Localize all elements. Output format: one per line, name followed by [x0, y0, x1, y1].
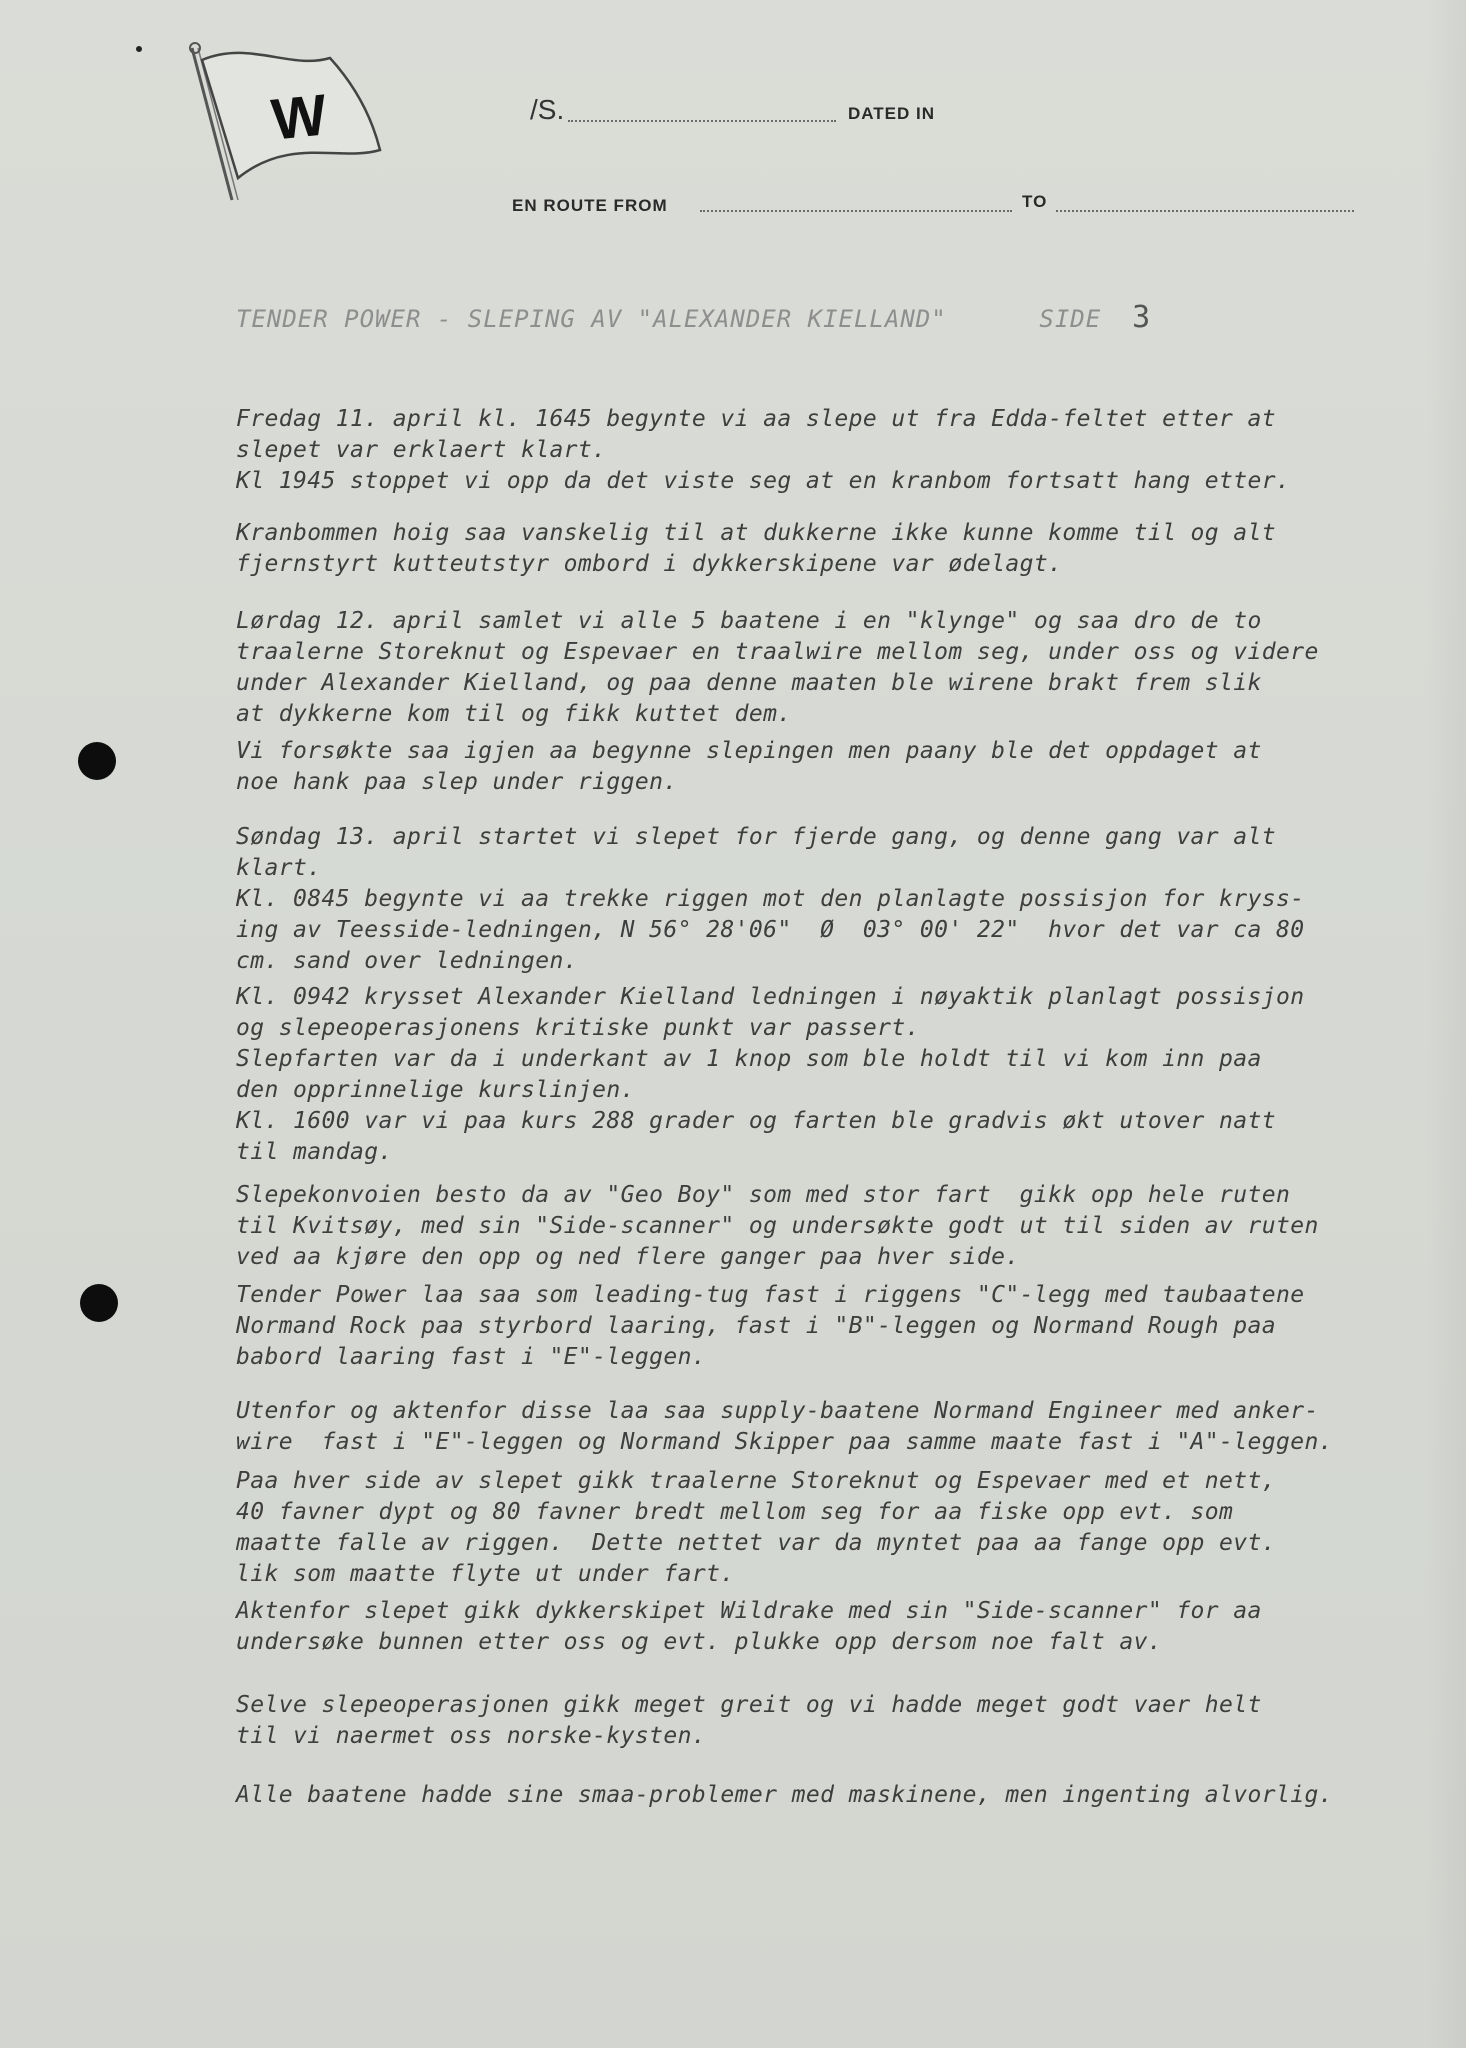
ink-dot — [136, 46, 142, 52]
text-line: under Alexander Kielland, og paa denne maaten ble wirene brakt frem slik — [236, 670, 1262, 696]
text-line: ved aa kjøre den opp og ned flere ganger paa hver side. — [236, 1244, 1020, 1270]
text-line: ing av Teesside-ledningen, N 56° 28'06" Ø 03° 00' 22" hvor det var ca 80 — [236, 917, 1305, 943]
shipping-flag-logo-icon — [180, 40, 400, 210]
text-line: Fredag 11. april kl. 1645 begynte vi aa slepe ut fra Edda-feltet etter at — [236, 406, 1277, 432]
ship-prefix: /S. — [530, 94, 565, 125]
text-line: til Kvitsøy, med sin "Side-scanner" og undersøkte godt ut til siden av ruten — [236, 1213, 1319, 1239]
text-line: Slepekonvoien besto da av "Geo Boy" som med stor fart gikk opp hele ruten — [236, 1182, 1291, 1208]
en-route-line — [700, 210, 1012, 212]
text-line: Søndag 13. april startet vi slepet for fjerde gang, og denne gang var alt — [236, 824, 1277, 850]
text-line: wire fast i "E"-leggen og Normand Skipper paa samme maate fast i "A"-leggen. — [236, 1429, 1334, 1455]
text-line: Kl. 0942 krysset Alexander Kielland ledningen i nøyaktik planlagt possisjon — [236, 984, 1305, 1010]
title-text: TENDER POWER - SLEPING AV "ALEXANDER KIELLAND" — [236, 305, 947, 333]
text-line: noe hank paa slep under riggen. — [236, 769, 678, 795]
text-line: Kl. 1600 var vi paa kurs 288 grader og farten ble gradvis økt utover natt — [236, 1108, 1277, 1134]
en-route-label: EN ROUTE FROM — [512, 196, 668, 215]
text-line: 40 favner dypt og 80 favner bredt mellom seg for aa fiske opp evt. som — [236, 1499, 1234, 1525]
paragraph — [236, 1396, 1436, 1458]
dated-in-label: DATED IN — [848, 104, 936, 123]
ship-name-line — [568, 120, 836, 122]
paragraph — [236, 606, 1436, 730]
punch-hole-bottom — [80, 1284, 118, 1322]
to-line — [1056, 210, 1354, 212]
text-line: undersøke bunnen etter oss og evt. plukke opp dersom noe falt av. — [236, 1629, 1163, 1655]
logo-letter: W — [268, 82, 330, 153]
paragraph — [236, 1466, 1436, 1590]
paragraph — [236, 1596, 1436, 1658]
paragraph — [236, 822, 1436, 977]
paragraph — [236, 1780, 1436, 1811]
text-line: Kl. 0845 begynte vi aa trekke riggen mot den planlagte possisjon for kryss- — [236, 886, 1305, 912]
text-line: Paa hver side av slepet gikk traalerne Storeknut og Espevaer med et nett, — [236, 1468, 1277, 1494]
page-title — [236, 300, 1236, 335]
to-label: TO — [1022, 192, 1048, 211]
text-line: Selve slepeoperasjonen gikk meget greit og vi hadde meget godt vaer helt — [236, 1692, 1262, 1718]
text-line: og slepeoperasjonens kritiske punkt var passert. — [236, 1015, 920, 1041]
text-line: Alle baatene hadde sine smaa-problemer med maskinene, men ingenting alvorlig. — [236, 1782, 1334, 1808]
text-line: slepet var erklaert klart. — [236, 437, 607, 463]
text-line: lik som maatte flyte ut under fart. — [236, 1561, 735, 1587]
text-line: Normand Rock paa styrbord laaring, fast i "B"-leggen og Normand Rough paa — [236, 1313, 1277, 1339]
text-line: Slepfarten var da i underkant av 1 knop som ble holdt til vi kom inn paa — [236, 1046, 1262, 1072]
paragraph — [236, 982, 1436, 1168]
text-line: Kranbommen hoig saa vanskelig til at dukkerne ikke kunne komme til og alt — [236, 520, 1277, 546]
text-line: klart. — [236, 855, 322, 881]
text-line: Lørdag 12. april samlet vi alle 5 baatene i en "klynge" og saa dro de to — [236, 608, 1262, 634]
paragraph — [236, 1690, 1436, 1752]
text-line: til vi naermet oss norske-kysten. — [236, 1723, 707, 1749]
paragraph — [236, 1280, 1436, 1373]
text-line: til mandag. — [236, 1139, 393, 1165]
paragraph — [236, 518, 1436, 580]
text-line: Kl 1945 stoppet vi opp da det viste seg at en kranbom fortsatt hang etter. — [236, 468, 1291, 494]
punch-hole-top — [78, 742, 116, 780]
paragraph — [236, 404, 1436, 497]
text-line: cm. sand over ledningen. — [236, 948, 578, 974]
paragraph — [236, 1180, 1436, 1273]
text-line: fjernstyrt kutteutstyr ombord i dykkerskipene var ødelagt. — [236, 551, 1063, 577]
text-line: babord laaring fast i "E"-leggen. — [236, 1344, 707, 1370]
text-line: Aktenfor slepet gikk dykkerskipet Wildrake med sin "Side-scanner" for aa — [236, 1598, 1262, 1624]
text-line: at dykkerne kom til og fikk kuttet dem. — [236, 701, 792, 727]
paragraph — [236, 736, 1436, 798]
text-line: den opprinnelige kurslinjen. — [236, 1077, 635, 1103]
page-label: SIDE — [1039, 305, 1102, 333]
page-number: 3 — [1132, 300, 1152, 335]
text-line: Tender Power laa saa som leading-tug fast i riggens "C"-legg med taubaatene — [236, 1282, 1305, 1308]
text-line: maatte falle av riggen. Dette nettet var da myntet paa aa fange opp evt. — [236, 1530, 1277, 1556]
text-line: Utenfor og aktenfor disse laa saa supply-baatene Normand Engineer med anker- — [236, 1398, 1319, 1424]
text-line: Vi forsøkte saa igjen aa begynne slepingen men paany ble det oppdaget at — [236, 738, 1262, 764]
text-line: traalerne Storeknut og Espevaer en traalwire mellom seg, under oss og videre — [236, 639, 1319, 665]
